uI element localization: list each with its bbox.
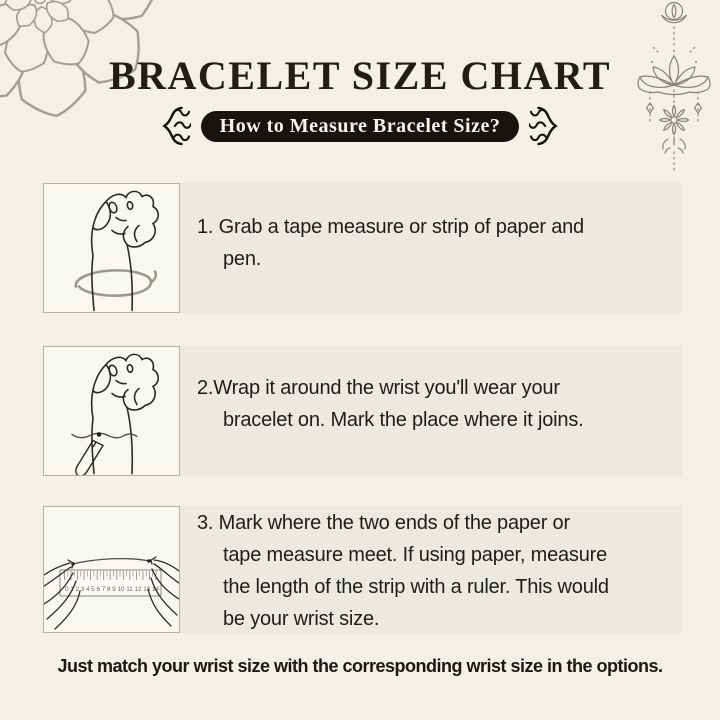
step-3-line-1: 3. Mark where the two ends of the paper or — [197, 512, 570, 534]
subtitle-badge: How to Measure Bracelet Size? — [201, 111, 520, 142]
step-3-text — [180, 506, 609, 633]
step-row-2 — [43, 346, 682, 476]
step-2-line-2: bracelet on. Mark the place where it joins. — [223, 409, 584, 431]
fist-with-tape-loop-icon — [44, 184, 179, 312]
hands-holding-ruler-icon — [44, 507, 179, 632]
subtitle-row — [0, 106, 720, 146]
curly-flourish-right-icon — [529, 105, 567, 147]
steps-list — [43, 183, 682, 633]
step-2-text — [180, 346, 583, 476]
page-title: BRACELET SIZE CHART — [108, 53, 612, 98]
footer-note: Just match your wrist size with the corresponding wrist size in the options. — [57, 656, 663, 676]
step-3-line-2: tape measure meet. If using paper, measure — [223, 544, 608, 566]
step-row-3 — [43, 506, 682, 633]
step-3-line-3: the length of the strip with a ruler. This would — [223, 576, 609, 598]
fist-with-pen-marking-icon — [44, 347, 179, 475]
step-1-line-2: pen. — [223, 248, 262, 270]
step-3-line-4: be your wrist size. — [223, 608, 380, 630]
step-3-illustration-box — [43, 506, 180, 633]
step-2-line-1: 2.Wrap it around the wrist you'll wear your — [197, 377, 560, 399]
step-1-text — [180, 183, 584, 313]
step-1-illustration-box — [43, 183, 180, 313]
ruler-numbers: 0 1 2 3 4 5 6 7 8 9 10 11 12 13 14 — [65, 586, 160, 593]
step-1-line-1: 1. Grab a tape measure or strip of paper and — [197, 216, 584, 238]
step-2-illustration-box — [43, 346, 180, 476]
step-row-1 — [43, 183, 682, 313]
curly-flourish-left-icon — [153, 105, 191, 147]
